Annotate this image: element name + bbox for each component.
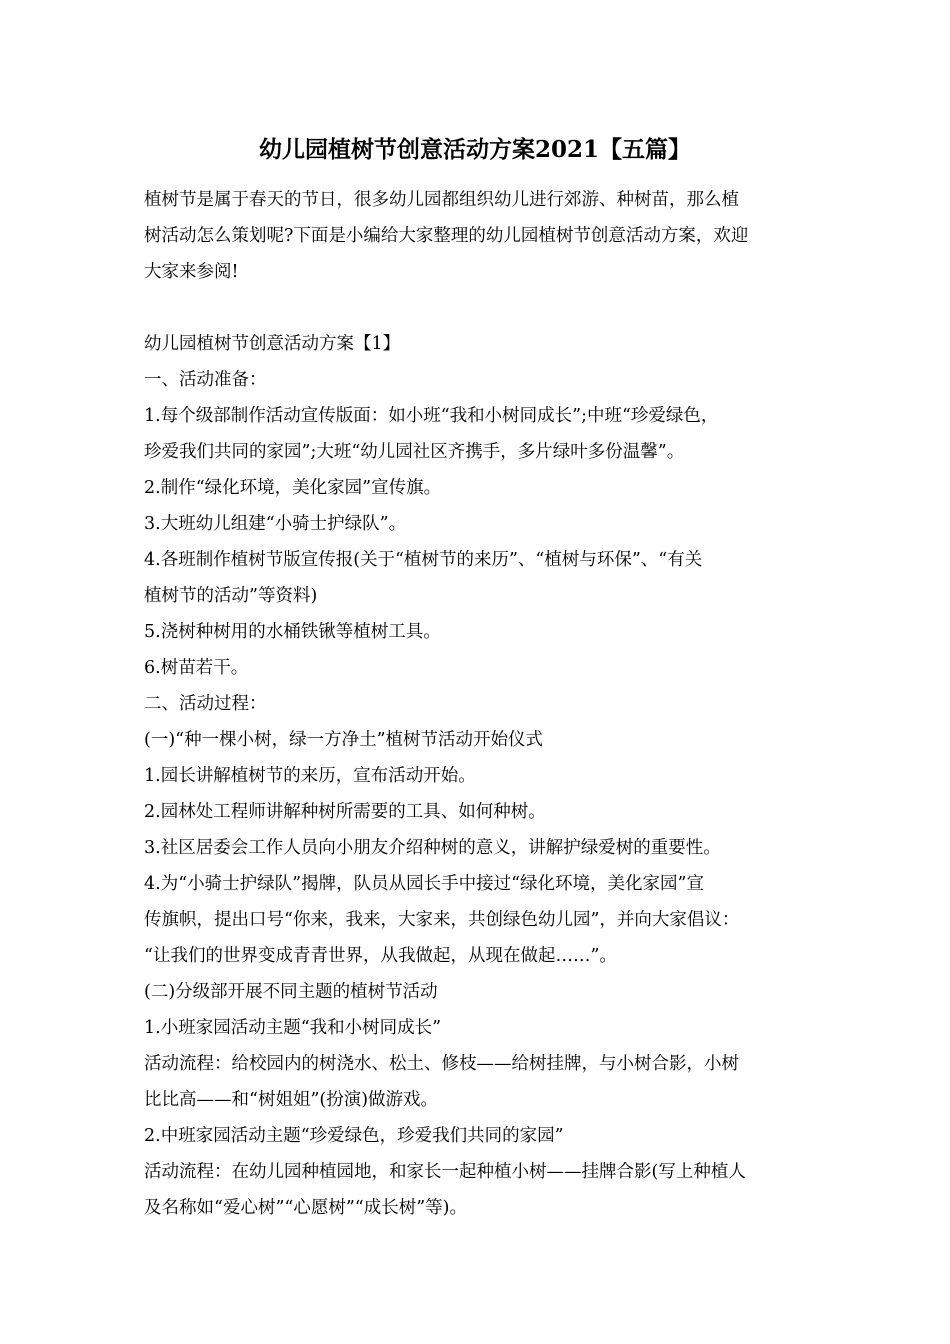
text-line: 3.社区居委会工作人员向小朋友介绍种树的意义，讲解护绿爱树的重要性。: [144, 838, 721, 858]
text-line: “让我们的世界变成青青世界，从我做起，从现在做起……”。: [144, 946, 617, 966]
intro-line: 树活动怎么策划呢?下面是小编给大家整理的幼儿园植树节创意活动方案，欢迎: [144, 226, 749, 246]
intro-line: 大家来参阅!: [144, 262, 239, 282]
intro-line: 植树节是属于春天的节日，很多幼儿园都组织幼儿进行郊游、种树苗，那么植: [144, 190, 739, 210]
document-body: [144, 182, 824, 1226]
intro-paragraph: [144, 182, 824, 290]
text-line: 2.制作“绿化环境，美化家园”宣传旗。: [144, 478, 442, 498]
section-heading: 幼儿园植树节创意活动方案【1】: [144, 334, 401, 354]
text-line: 比比高——和“树姐姐”(扮演)做游戏。: [144, 1090, 439, 1110]
text-line: 活动流程：在幼儿园种植园地，和家长一起种植小树——挂牌合影(写上种植人: [144, 1162, 746, 1182]
text-line: 活动流程：给校园内的树浇水、松土、修枝——给树挂牌，与小树合影，小树: [144, 1054, 739, 1074]
text-line: 1.园长讲解植树节的来历，宣布活动开始。: [144, 766, 476, 786]
text-line: 4.为“小骑士护绿队”揭牌，队员从园长手中接过“绿化环境，美化家园”宣: [144, 874, 704, 894]
content-section: [144, 326, 824, 1226]
subsection-heading: 二、活动过程：: [144, 694, 267, 714]
text-line: 珍爱我们共同的家园”;大班“幼儿园社区齐携手，多片绿叶多份温馨”。: [144, 442, 685, 462]
text-line: 2.中班家园活动主题“珍爱绿色，珍爱我们共同的家园”: [144, 1126, 564, 1146]
text-line: 6.树苗若干。: [144, 658, 249, 678]
subsection-heading: 一、活动准备：: [144, 370, 267, 390]
text-line: 3.大班幼儿组建“小骑士护绿队”。: [144, 514, 407, 534]
text-line: 5.浇树种树用的水桶铁锹等植树工具。: [144, 622, 441, 642]
text-line: (一)“种一棵小树，绿一方净土”植树节活动开始仪式: [144, 730, 544, 750]
text-line: 及名称如“爱心树”“心愿树”“成长树”等)。: [144, 1198, 468, 1218]
text-line: 1.小班家园活动主题“我和小树同成长”: [144, 1018, 442, 1038]
text-line: 传旗帜，提出口号“你来，我来，大家来，共创绿色幼儿园”，并向大家倡议：: [144, 910, 740, 930]
text-line: 4.各班制作植树节版宣传报(关于“植树节的来历”、“植树与环保”、“有关: [144, 550, 703, 570]
document-title: 幼儿园植树节创意活动方案2021【五篇】: [258, 136, 691, 163]
paragraph-spacer: [144, 290, 824, 326]
text-line: 1.每个级部制作活动宣传版面：如小班“我和小树同成长”;中班“珍爱绿色，: [144, 406, 719, 426]
text-line: 植树节的活动”等资料): [144, 586, 318, 606]
text-line: 2.园林处工程师讲解种树所需要的工具、如何种树。: [144, 802, 546, 822]
text-line: (二)分级部开展不同主题的植树节活动: [144, 982, 438, 1002]
